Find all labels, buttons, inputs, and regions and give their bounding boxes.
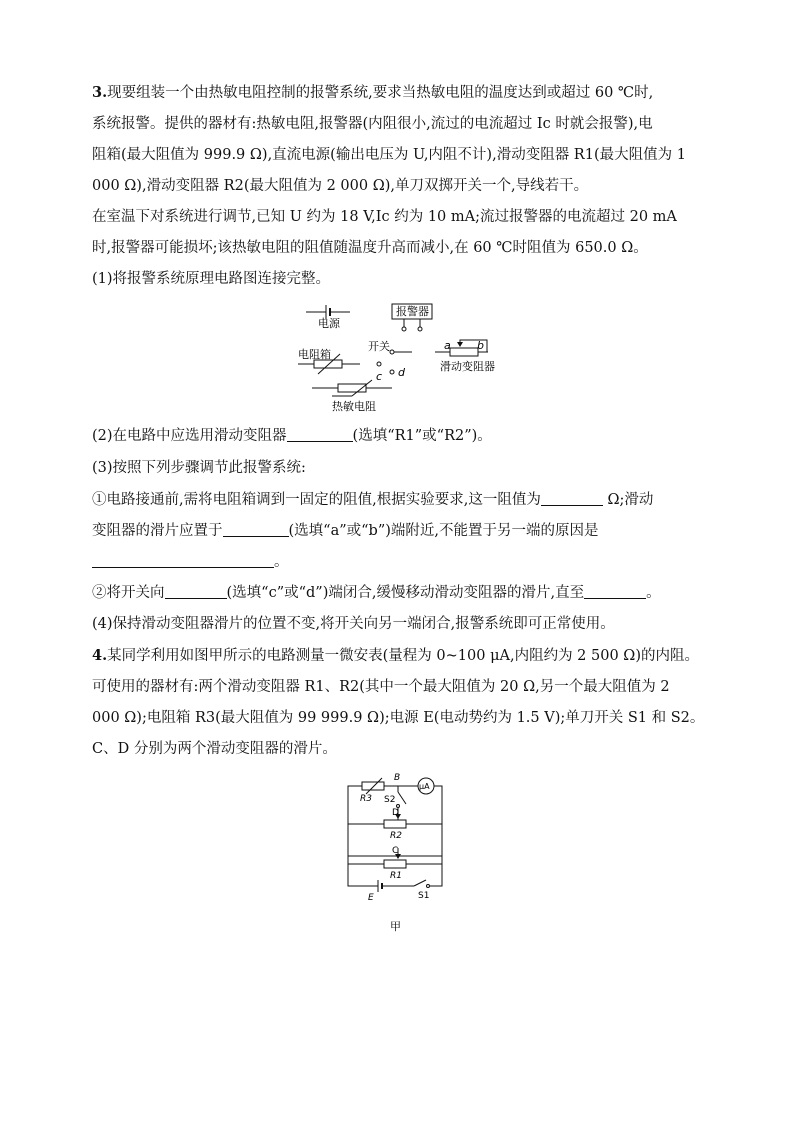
q3-step-1-line-3 [92, 552, 289, 572]
q4-line-3: 000 Ω);电阻箱 R3(最大阻值为 99 999.9 Ω);电源 E(电动势约为 1.5 V);单刀开关 S1 和 S2。 [92, 710, 705, 726]
resistance-box-label: 电阻箱 [298, 348, 331, 361]
q3-step-1-text-a: ①电路接通前,需将电阻箱调到一固定的阻值,根据实验要求,这一阻值为 [92, 492, 541, 508]
s2-label: S2 [384, 795, 396, 805]
q4-line-4: C、D 分别为两个滑动变阻器的滑片。 [92, 741, 337, 757]
q4-line-1 [92, 646, 699, 666]
q3-step-2-text-c: 。 [646, 585, 661, 601]
rheostat-end-b: b [477, 339, 484, 352]
q4-line-2: 可使用的器材有:两个滑动变阻器 R1、R2(其中一个最大阻值为 20 Ω,另一个最大阻值为 2 [92, 679, 670, 695]
r3-box-symbol [362, 782, 384, 790]
switch-label: 开关 [368, 340, 390, 353]
alarm-circuit-figure [292, 300, 522, 418]
q3-line-2: 系统报警。提供的器材有:热敏电阻,报警器(内阻很小,流过的电流超过 Ic 时就会报警),电 [92, 116, 653, 132]
r3-label: R3 [360, 794, 372, 804]
q3-step-2 [92, 583, 661, 603]
resistor-box-symbol [314, 360, 342, 368]
q3-line-1 [92, 83, 653, 103]
q3-line-5: 在室温下对系统进行调节,已知 U 约为 18 V,Ic 约为 10 mA;流过报警器的电流超过 20 mA [92, 209, 677, 225]
rheostat-symbol [450, 348, 478, 356]
answer-blank-reason[interactable] [92, 553, 274, 568]
rheostat-slider-arrow [457, 342, 463, 347]
q3-part-2 [92, 426, 492, 446]
alarm-label: 报警器 [396, 305, 429, 318]
rheostat-label: 滑动变阻器 [440, 360, 495, 373]
answer-blank-rheostat[interactable] [287, 427, 353, 442]
q3-line-3: 阻箱(最大阻值为 999.9 Ω),直流电源(输出电压为 U,内阻不计),滑动变阻器 R1(最大阻值为 1 [92, 147, 686, 163]
q3-text-1: 现要组装一个由热敏电阻控制的报警系统,要求当热敏电阻的温度达到或超过 60 ℃时, [107, 85, 654, 101]
q3-number: 3. [92, 84, 108, 101]
power-source-label: 电源 [318, 317, 340, 330]
q3-part-4: (4)保持滑动变阻器滑片的位置不变,将开关向另一端闭合,报警系统即可正常使用。 [92, 616, 615, 632]
q3-step-1-line-2 [92, 521, 599, 541]
slider-c-label: C [392, 846, 399, 856]
q3-part-2-text-a: (2)在电路中应选用滑动变阻器 [92, 428, 287, 444]
figure-caption: 甲 [390, 920, 401, 933]
node-b-label: B [394, 773, 401, 783]
r2-label: R2 [390, 831, 402, 841]
q3-step-1-text-c: 变阻器的滑片应置于 [92, 523, 223, 539]
q3-part-3: (3)按照下列步骤调节此报警系统: [92, 460, 306, 476]
q4-number: 4. [92, 647, 108, 664]
answer-blank-resistance[interactable] [541, 491, 603, 506]
switch-terminal-c: c [376, 370, 383, 383]
q3-step-2-text-a: ②将开关向 [92, 585, 165, 601]
q3-part-2-text-b: (选填“R1”或“R2”)。 [352, 428, 492, 444]
q3-line-6: 时,报警器可能损坏;该热敏电阻的阻值随温度升高而减小,在 60 ℃时阻值为 650.0 Ω。 [92, 240, 648, 256]
thermistor-label: 热敏电阻 [332, 400, 376, 413]
answer-blank-until[interactable] [584, 584, 646, 599]
q3-line-4: 000 Ω),滑动变阻器 R2(最大阻值为 2 000 Ω),单刀双掷开关一个,导线若干。 [92, 178, 589, 194]
q3-step-1-text-d: (选填“a”或“b”)端附近,不能置于另一端的原因是 [288, 523, 599, 539]
q3-step-1-line-1 [92, 490, 653, 510]
q3-part-1: (1)将报警系统原理电路图连接完整。 [92, 271, 331, 287]
r1-label: R1 [390, 871, 402, 881]
r2-symbol [384, 820, 406, 828]
r1-symbol [384, 860, 406, 868]
q3-step-1-text-e: 。 [274, 554, 289, 570]
q4-text-1: 某同学利用如图甲所示的电路测量一微安表(量程为 0~100 μA,内阻约为 2 500 Ω)的内阻。 [107, 648, 699, 664]
microammeter-label: μA [419, 782, 430, 791]
microammeter-circuit-figure [340, 768, 452, 936]
switch-terminal-d: d [398, 366, 405, 379]
slider-d-label: D [392, 808, 399, 818]
battery-e-label: E [368, 893, 374, 903]
answer-blank-end[interactable] [223, 522, 289, 537]
q3-step-1-text-b: Ω;滑动 [607, 492, 654, 508]
answer-blank-switch[interactable] [165, 584, 227, 599]
q3-step-2-text-b: (选填“c”或“d”)端闭合,缓慢移动滑动变阻器的滑片,直至 [226, 585, 585, 601]
rheostat-end-a: a [444, 339, 451, 352]
s1-label: S1 [418, 891, 430, 901]
